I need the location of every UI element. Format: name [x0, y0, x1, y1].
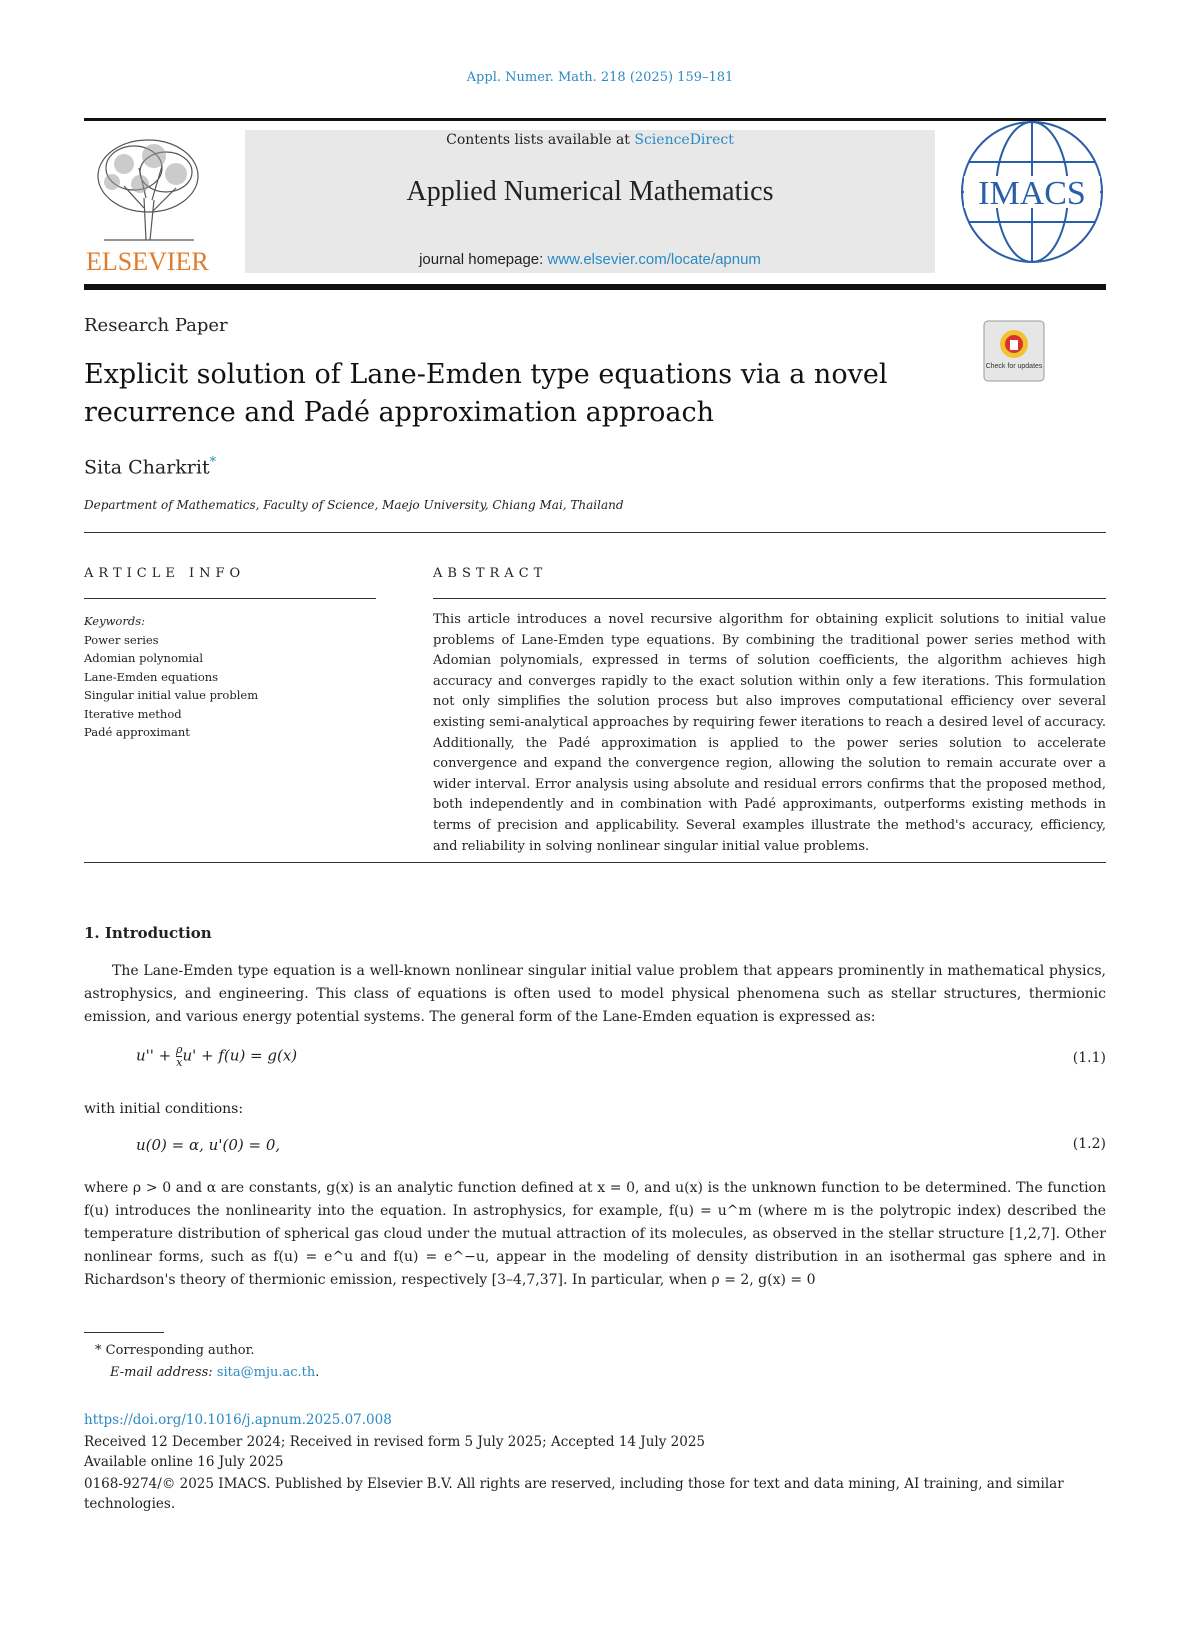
initial-conditions-text: with initial conditions: [84, 1101, 244, 1117]
journal-homepage-line [245, 251, 935, 268]
contents-prefix: Contents lists available at [446, 132, 635, 148]
footnote-mark: * [95, 1343, 102, 1358]
journal-name: Applied Numerical Mathematics [406, 176, 774, 207]
abstract-text: This article introduces a novel recursive algorithm for obtaining explicit solutions to initial value problems of Lane-Emden type equations. By combining the traditional power series method with Adomian polynomials, expressed in terms of solution coefficients, the algorithm achieves high accuracy and converges rapidly to the exact solution within only a few iterations. This formulation not only simplifies the solution process but also improves computational efficiency over several existing semi-analytical approaches by requiring fewer iterations to reach a desired level of accuracy. Additionally, the Padé approximation is applied to the power series solution to accelerate convergence and expand the convergence region, allowing the solution to remain accurate over a wider interval. Error analysis using absolute and residual errors confirms that the proposed method, both independently and in combination with Padé approximants, outperforms existing methods in terms of precision and applicability. Several examples illustrate the method's accuracy, efficiency, and reliability in solving nonlinear singular initial value problems. [433, 612, 1106, 854]
email-link[interactable]: sita@mju.ac.th [216, 1365, 316, 1380]
intro-paragraph: The Lane-Emden type equation is a well-known nonlinear singular initial value problem that appears prominently in mathematical physics, astrophysics, and engineering. This class of equations is often used to model physical phenomena such as stellar structures, thermionic emission, and various energy potential systems. The general form of the Lane-Emden equation is expressed as: [84, 963, 1106, 1025]
keyword: Power series [84, 632, 159, 647]
keyword: Padé approximant [84, 725, 190, 739]
equation-1-2: u(0) = α, u'(0) = 0, [136, 1136, 281, 1154]
header-top-rule [84, 118, 1106, 121]
keyword: Iterative method [84, 706, 182, 721]
abstract-bottom-rule [84, 862, 1106, 863]
equation-number: (1.1) [1072, 1050, 1106, 1066]
sciencedirect-link[interactable]: ScienceDirect [634, 132, 734, 148]
elsevier-wordmark: ELSEVIER [86, 247, 209, 276]
email-end: . [315, 1365, 320, 1380]
crossmark-text: Check for updates [985, 363, 1043, 370]
footnote-email [110, 1365, 319, 1380]
affiliation: Department of Mathematics, Faculty of Science, Maejo University, Chiang Mai, Thailand [84, 498, 624, 512]
section-heading: 1. Introduction [84, 924, 212, 942]
keyword: Adomian polynomial [84, 651, 203, 665]
header-bottom-rule [84, 284, 1106, 290]
article-title: Explicit solution of Lane-Emden type equations via a novel recurrence and Padé approximation approach [84, 359, 888, 428]
intro-paragraph: where ρ > 0 and α are constants, g(x) is an analytic function defined at x = 0, and u(x) is the unknown function to be determined. The function f(u) introduces the nonlinearity into the equation. In astrophysics, for example, f(u) = u^m (where m is the polytropic index) described the temperature distribution of spherical gas cloud under the mutual attraction of its molecules, as observed in the stellar structure [1,2,7]. Other nonlinear forms, such as f(u) = e^u and f(u) = e^−u, appear in the modeling of density distribution in an isothermal gas sphere and in Richardson's theory of thermionic emission, respectively [3–4,7,37]. In particular, when ρ = 2, g(x) = 0 [84, 1180, 1106, 1288]
meta-rule [84, 532, 1106, 533]
author-footnote-mark[interactable]: * [209, 455, 217, 470]
eq1-frac-num: ρ [176, 1043, 183, 1056]
copyright: 0168-9274/© 2025 IMACS. Published by Elsevier B.V. All rights are reserved, including those for text and data mining, AI training, and similar technologies. [84, 1476, 1064, 1512]
homepage-link[interactable]: www.elsevier.com/locate/apnum [547, 251, 761, 268]
eq1-part-a: u'' + [136, 1046, 177, 1065]
eq1-part-b: u' + f(u) = g(x) [182, 1046, 298, 1065]
imacs-logo [958, 118, 1106, 266]
author-name: Sita Charkrit [84, 456, 210, 479]
available-online: Available online 16 July 2025 [84, 1454, 284, 1470]
footnote-corresponding [95, 1343, 255, 1358]
keyword: Singular initial value problem [84, 688, 259, 702]
journal-citation[interactable]: Appl. Numer. Math. 218 (2025) 159–181 [466, 70, 734, 85]
contents-line [245, 132, 935, 148]
article-info-label: ARTICLE INFO [84, 566, 246, 581]
received-dates: Received 12 December 2024; Received in revised form 5 July 2025; Accepted 14 July 2025 [84, 1434, 705, 1450]
equation-1-1 [136, 1044, 297, 1069]
equation-number: (1.2) [1072, 1136, 1106, 1152]
email-label: E-mail address: [110, 1365, 217, 1380]
article-info-rule [84, 598, 376, 599]
footnote-rule [84, 1332, 164, 1333]
abstract-label: ABSTRACT [433, 566, 548, 581]
abstract-rule [433, 598, 1106, 599]
imacs-wordmark: IMACS [978, 175, 1086, 212]
crossmark-badge[interactable] [983, 320, 1045, 382]
keywords-label: Keywords: [84, 614, 145, 628]
keyword: Lane-Emden equations [84, 669, 219, 684]
article-type: Research Paper [84, 315, 228, 336]
elsevier-logo [84, 128, 214, 276]
doi-link[interactable]: https://doi.org/10.1016/j.apnum.2025.07.008 [84, 1412, 392, 1428]
homepage-prefix: journal homepage: [419, 251, 548, 268]
author-line [84, 455, 216, 478]
keywords-block [84, 612, 258, 742]
footnote-text: Corresponding author. [105, 1343, 255, 1358]
eq1-frac-den: x [176, 1056, 183, 1069]
